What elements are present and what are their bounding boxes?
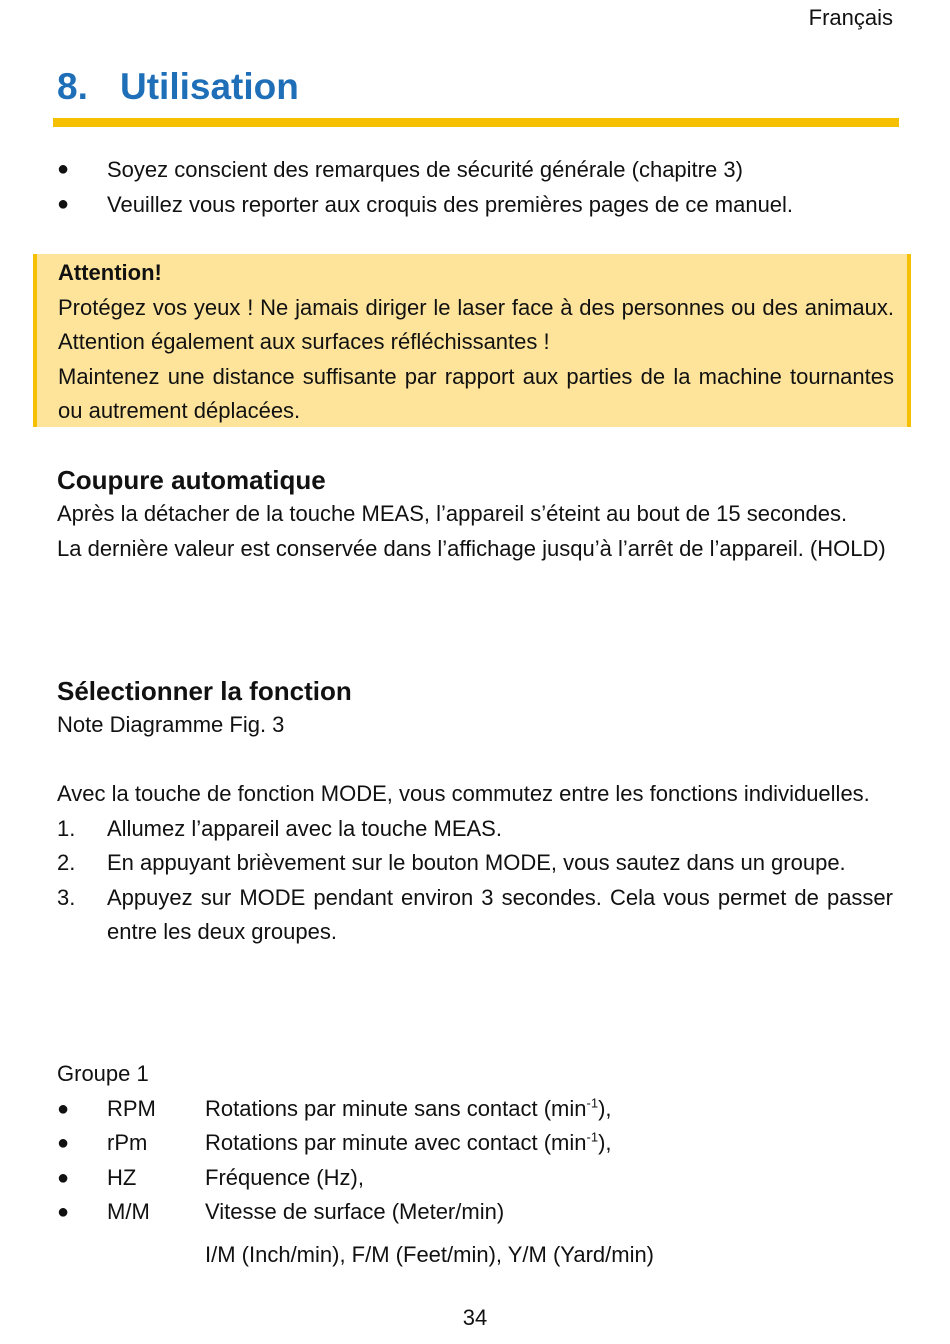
- attention-text-2: Maintenez une distance suffisante par rapport aux parties de la machine tournantes ou autrement déplacées.: [58, 363, 894, 423]
- list-item: [57, 1161, 893, 1196]
- function-description: Rotations par minute avec contact $(\min^{-1})$,: [205, 1129, 612, 1155]
- select-function-section: [57, 674, 893, 950]
- page-number: 34: [462, 1305, 488, 1330]
- list-item: [57, 846, 893, 881]
- bullet-icon: ●: [57, 1201, 70, 1223]
- function-description: Rotations par minute sans contact $(\min^{-1})$,: [205, 1095, 612, 1121]
- group-1-label: Groupe 1: [57, 1061, 149, 1086]
- bullet-icon: ●: [57, 1097, 70, 1120]
- language-label: Français: [808, 5, 893, 30]
- attention-text-1: Protégez vos yeux ! Ne jamais diriger le laser face à des personnes ou des animaux. Attention également aux surfaces réfléchissantes !: [58, 294, 894, 354]
- auto-off-heading: Coupure automatique: [57, 465, 326, 495]
- list-item: [57, 152, 893, 187]
- function-code: RPM: [107, 1095, 156, 1121]
- list-item-text: Soyez conscient des remarques de sécurité générale (chapitre 3): [107, 157, 743, 182]
- list-item: [57, 1126, 893, 1161]
- list-item: [57, 187, 893, 222]
- function-code: M/M: [107, 1199, 150, 1224]
- bullet-icon: ●: [57, 158, 70, 180]
- speed-units: I/M (Inch/min), F/M (Feet/min), Y/M (Yard/min): [205, 1241, 655, 1267]
- list-item: [57, 1092, 893, 1127]
- step-number: 3.: [57, 884, 76, 910]
- function-description: Vitesse de surface (Meter/min): [205, 1199, 505, 1224]
- function-code: rPm: [107, 1130, 148, 1155]
- step-number: 1.: [57, 815, 76, 841]
- steps-list: [57, 812, 893, 950]
- section-heading: [57, 66, 299, 108]
- list-item: [57, 812, 893, 847]
- attention-title: Attention!: [58, 260, 162, 285]
- auto-off-paragraph-2: La dernière valeur est conservée dans l’affichage jusqu’à l’arrêt de l’appareil. (HOLD): [57, 535, 886, 561]
- select-function-heading: Sélectionner la fonction: [57, 676, 352, 706]
- attention-box: [33, 254, 911, 427]
- section-number: 8.: [57, 66, 88, 107]
- auto-off-paragraph-1: Après la détacher de la touche MEAS, l’appareil s’éteint au bout de 15 secondes.: [57, 501, 848, 526]
- list-item: [57, 1195, 893, 1230]
- mode-intro: Avec la touche de fonction MODE, vous commutez entre les fonctions individuelles.: [57, 781, 870, 806]
- diagram-note: Note Diagramme Fig. 3: [57, 712, 285, 737]
- group-1: [57, 1057, 893, 1272]
- step-number: 2.: [57, 850, 76, 875]
- function-description: Fréquence (Hz),: [205, 1164, 364, 1190]
- bullet-icon: ●: [57, 1166, 70, 1189]
- section-title: Utilisation: [120, 66, 299, 107]
- bullet-icon: ●: [57, 193, 70, 215]
- list-item-text: Veuillez vous reporter aux croquis des premières pages de ce manuel.: [107, 192, 794, 217]
- bullet-icon: ●: [57, 1132, 70, 1154]
- function-code: HZ: [107, 1164, 137, 1190]
- list-item: [57, 881, 893, 950]
- step-text: Allumez l’appareil avec la touche MEAS.: [107, 815, 502, 841]
- intro-bullet-list: [57, 152, 893, 222]
- step-text: Appuyez sur MODE pendant environ 3 secondes. Cela vous permet de passer entre les deux groupes.: [107, 884, 893, 944]
- step-text: En appuyant brièvement sur le bouton MODE, vous sautez dans un groupe.: [107, 850, 846, 875]
- heading-underline: [53, 118, 899, 127]
- auto-off-section: [57, 463, 893, 566]
